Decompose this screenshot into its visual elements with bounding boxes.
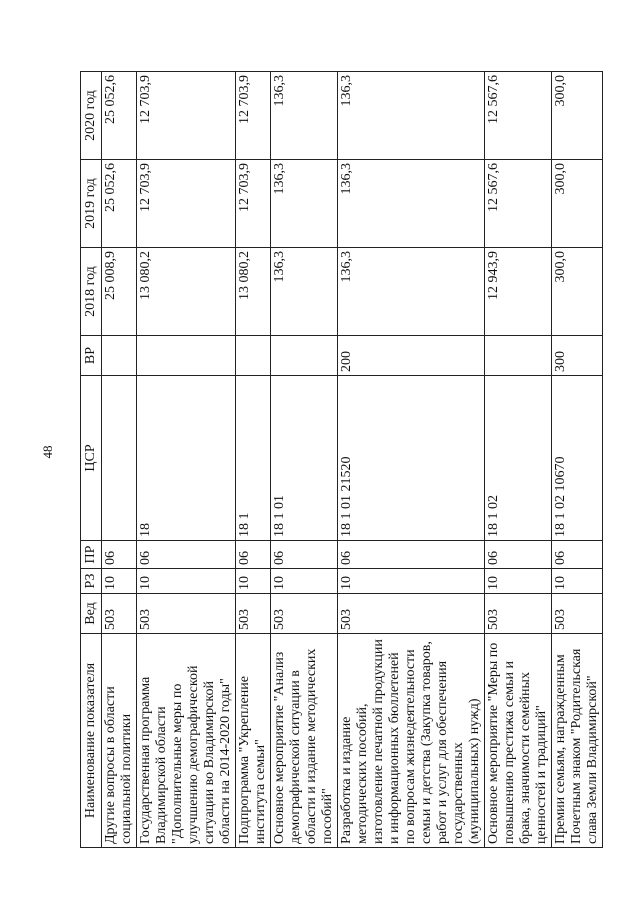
row-vr <box>102 336 137 376</box>
row-ved: 503 <box>338 594 485 634</box>
row-2019: 12 703,9 <box>236 160 271 248</box>
row-csr: 18 1 <box>236 376 271 541</box>
row-rz: 10 <box>485 569 552 594</box>
row-2018: 13 080,2 <box>236 248 271 336</box>
row-2020: 12 567,6 <box>485 72 552 160</box>
table-header-row <box>81 72 102 848</box>
header-rz: РЗ <box>81 569 102 594</box>
row-name: Подпрограмма "Укрепление института семьи" <box>236 634 271 848</box>
header-2020: 2020 год <box>81 72 102 160</box>
header-pr: ПР <box>81 541 102 569</box>
table-row <box>102 72 137 848</box>
row-2019: 12 567,6 <box>485 160 552 248</box>
row-vr: 200 <box>338 336 485 376</box>
row-2018: 25 008,9 <box>102 248 137 336</box>
header-name: Наименование показателя <box>81 634 102 848</box>
row-pr: 06 <box>102 541 137 569</box>
row-vr: 300 <box>552 336 603 376</box>
table-row <box>236 72 271 848</box>
budget-table <box>80 71 603 848</box>
row-vr <box>137 336 236 376</box>
row-pr: 06 <box>236 541 271 569</box>
header-ved: Вед <box>81 594 102 634</box>
page-number: 48 <box>40 445 55 459</box>
row-pr: 06 <box>338 541 485 569</box>
row-ved: 503 <box>236 594 271 634</box>
row-name: Основное мероприятие "Меры по повышению престижа семьи и брака, значимости семейных ценностей и традиций" <box>485 634 552 848</box>
row-ved: 503 <box>137 594 236 634</box>
header-csr: ЦСР <box>81 376 102 541</box>
row-vr <box>236 336 271 376</box>
row-2019: 25 052,6 <box>102 160 137 248</box>
row-2018: 300,0 <box>552 248 603 336</box>
row-ved: 503 <box>552 594 603 634</box>
row-rz: 10 <box>338 569 485 594</box>
table-row <box>485 72 552 848</box>
row-pr: 06 <box>271 541 338 569</box>
table-row <box>338 72 485 848</box>
row-pr: 06 <box>137 541 236 569</box>
row-rz: 10 <box>102 569 137 594</box>
header-2018: 2018 год <box>81 248 102 336</box>
row-2020: 136,3 <box>271 72 338 160</box>
row-2020: 12 703,9 <box>137 72 236 160</box>
row-rz: 10 <box>236 569 271 594</box>
row-csr: 18 1 02 10670 <box>552 376 603 541</box>
row-csr: 18 <box>137 376 236 541</box>
row-2019: 300,0 <box>552 160 603 248</box>
row-ved: 503 <box>485 594 552 634</box>
row-2020: 136,3 <box>338 72 485 160</box>
row-rz: 10 <box>552 569 603 594</box>
row-ved: 503 <box>271 594 338 634</box>
row-2019: 136,3 <box>271 160 338 248</box>
row-2020: 300,0 <box>552 72 603 160</box>
table-row <box>137 72 236 848</box>
row-rz: 10 <box>271 569 338 594</box>
row-name: Премии семьям, награжденным Почетным знаком "Родительская слава Земли Владимирской" <box>552 634 603 848</box>
row-vr <box>271 336 338 376</box>
row-name: Основное мероприятие "Анализ демографической ситуации в области и издание методических пособий" <box>271 634 338 848</box>
row-name: Другие вопросы в области социальной политики <box>102 634 137 848</box>
row-csr: 18 1 01 <box>271 376 338 541</box>
table-row <box>552 72 603 848</box>
row-2019: 136,3 <box>338 160 485 248</box>
row-csr <box>102 376 137 541</box>
row-2018: 136,3 <box>338 248 485 336</box>
row-rz: 10 <box>137 569 236 594</box>
row-2020: 12 703,9 <box>236 72 271 160</box>
row-2020: 25 052,6 <box>102 72 137 160</box>
row-csr: 18 1 02 <box>485 376 552 541</box>
row-name: Разработка и издание методических пособий, изготовление печатной продукции и информационных бюллетеней по вопросам жизнедеятельности семьи и детства (Закупка товаров, работ и услуг для обеспечения государственных (муниципальных) нужд) <box>338 634 485 848</box>
row-2018: 136,3 <box>271 248 338 336</box>
table-row <box>271 72 338 848</box>
header-2019: 2019 год <box>81 160 102 248</box>
header-vr: ВР <box>81 336 102 376</box>
row-vr <box>485 336 552 376</box>
row-2019: 12 703,9 <box>137 160 236 248</box>
row-pr: 06 <box>485 541 552 569</box>
row-2018: 13 080,2 <box>137 248 236 336</box>
rotated-table-container <box>80 72 600 848</box>
row-name: Государственная программа Владимирской области "Дополнительные меры по улучшению демографической ситуации во Владимирской области на 2014-2020 годы" <box>137 634 236 848</box>
row-2018: 12 943,9 <box>485 248 552 336</box>
row-ved: 503 <box>102 594 137 634</box>
row-csr: 18 1 01 21520 <box>338 376 485 541</box>
row-pr: 06 <box>552 541 603 569</box>
